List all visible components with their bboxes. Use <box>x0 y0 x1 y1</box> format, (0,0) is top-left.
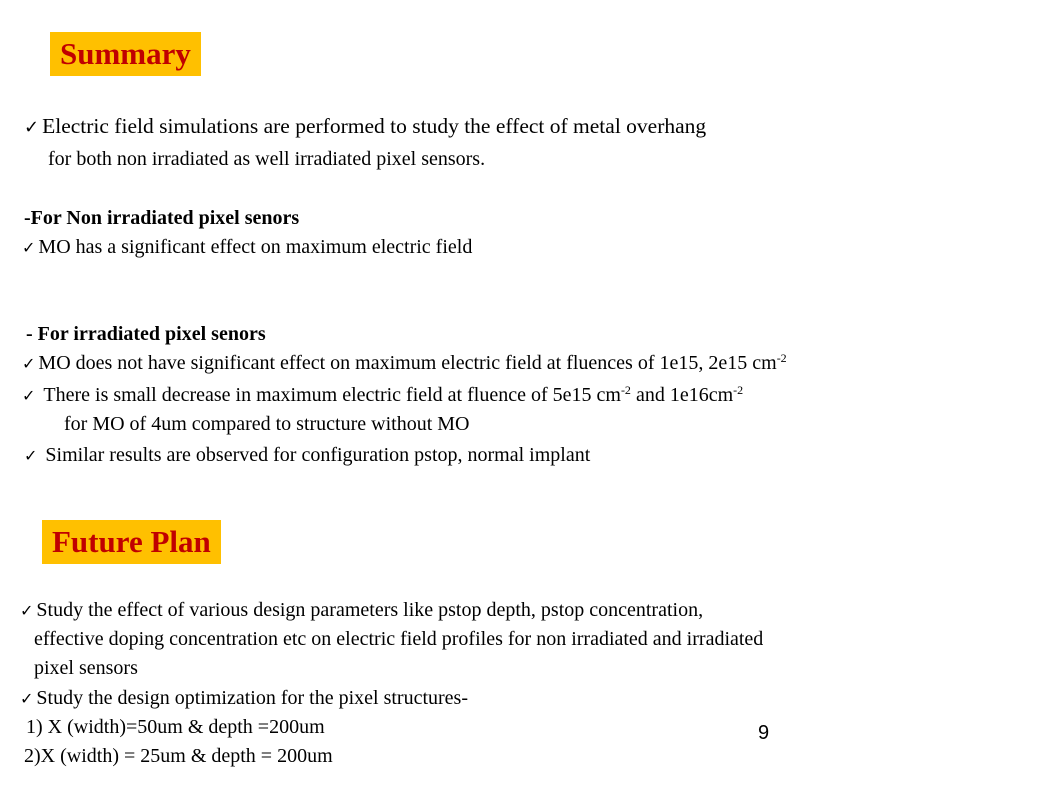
future-item-2-line1 <box>20 686 468 711</box>
future-item-2-sub2 <box>24 744 333 768</box>
irradiated-point-2-line2-text: for MO of 4um compared to structure without MO <box>64 413 470 435</box>
summary-heading <box>50 32 201 76</box>
future-plan-heading <box>42 520 221 564</box>
check-icon: ✓ <box>22 386 36 405</box>
future-item-1-text1: Study the effect of various design parameters like pstop depth, pstop concentration, <box>36 599 704 621</box>
irradiated-point-1-text: MO does not have significant effect on maximum electric field at fluences of 1e15, 2e15 cm <box>38 352 777 374</box>
future-item-2-sub2-text: 2)X (width) = 25um & depth = 200um <box>24 745 333 767</box>
summary-intro-text2: for both non irradiated as well irradiated pixel sensors. <box>48 148 486 170</box>
irradiated-point-1 <box>22 351 787 376</box>
irradiated-heading: - For irradiated pixel senors <box>26 323 266 345</box>
summary-intro-line2 <box>48 147 485 171</box>
summary-heading-text: Summary <box>60 36 191 71</box>
future-item-2-sub1 <box>26 715 325 739</box>
summary-intro-text1: Electric field simulations are performed to study the effect of metal overhang <box>42 114 707 138</box>
non-irradiated-point-text: MO has a significant effect on maximum electric field <box>38 236 473 258</box>
irradiated-point-2-text-a: There is small decrease in maximum electric field at fluence of 5e15 cm <box>43 384 621 406</box>
future-item-1-line1 <box>20 598 703 623</box>
future-item-1-line3 <box>34 656 138 680</box>
future-item-2-text1: Study the design optimization for the pixel structures- <box>36 687 468 709</box>
non-irradiated-heading: -For Non irradiated pixel senors <box>24 207 300 229</box>
check-icon: ✓ <box>24 117 40 138</box>
irradiated-point-3-text: Similar results are observed for configuration pstop, normal implant <box>45 444 591 466</box>
future-plan-heading-text: Future Plan <box>52 524 211 559</box>
irradiated-point-2 <box>22 383 743 408</box>
check-icon: ✓ <box>20 601 34 620</box>
superscript: -2 <box>733 383 744 397</box>
future-item-1-text3: pixel sensors <box>34 657 138 679</box>
irradiated-point-2-text-b: and 1e16cm <box>630 384 734 406</box>
page-number: 9 <box>758 722 770 744</box>
non-irradiated-point <box>22 235 472 260</box>
future-item-2-sub1-text: 1) X (width)=50um & depth =200um <box>26 716 325 738</box>
summary-intro-line1 <box>24 114 706 140</box>
irradiated-point-2-line2 <box>64 412 469 436</box>
future-item-1-line2 <box>34 627 763 651</box>
check-icon: ✓ <box>22 354 36 373</box>
irradiated-point-3 <box>24 443 590 468</box>
check-icon: ✓ <box>20 689 34 708</box>
check-icon: ✓ <box>24 446 38 465</box>
check-icon: ✓ <box>22 238 36 257</box>
superscript: -2 <box>776 351 787 365</box>
future-item-1-text2: effective doping concentration etc on electric field profiles for non irradiated and irradiated <box>34 628 764 650</box>
superscript: -2 <box>620 383 631 397</box>
